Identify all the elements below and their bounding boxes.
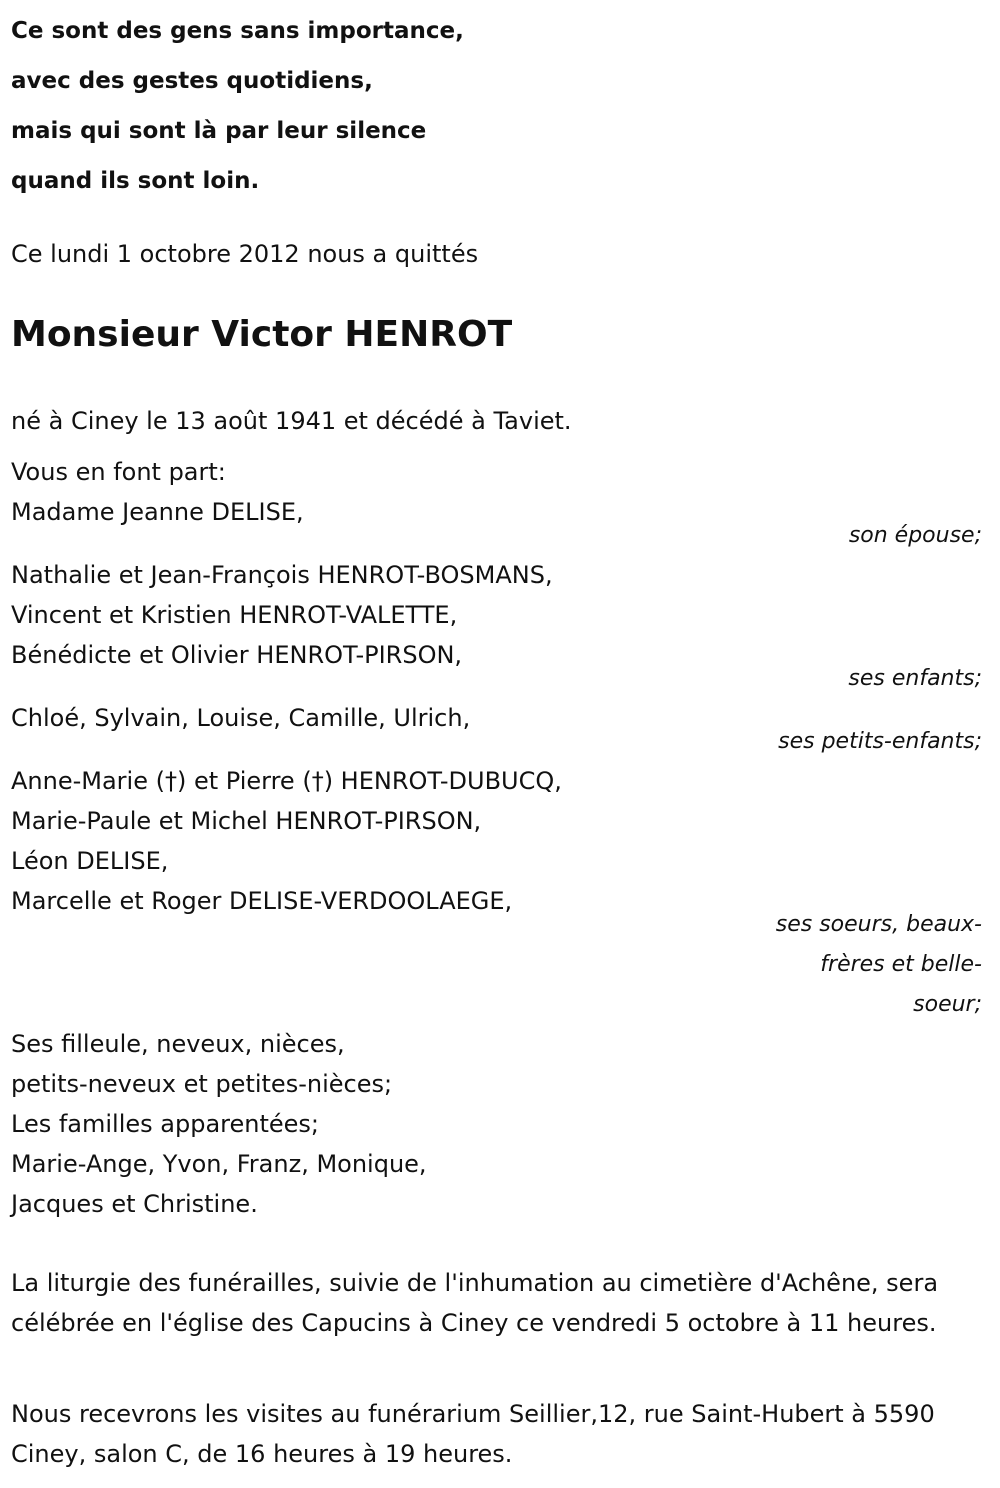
family-line: Jacques et Christine.: [11, 1190, 258, 1218]
siblings-list: [11, 761, 562, 921]
birth-death-line: né à Ciney le 13 août 1941 et décédé à Taviet.: [11, 407, 572, 435]
funeral-info: La liturgie des funérailles, suivie de l'inhumation au cimetière d'Achêne, sera célébrée en l'église des Capucins à Ciney ce vendredi 5 octobre à 11 heures.: [11, 1269, 939, 1337]
children-relation: ses enfants;: [848, 666, 982, 691]
death-announcement: Ce lundi 1 octobre 2012 nous a quittés: [11, 240, 479, 268]
siblings-relation: [776, 905, 982, 1025]
family-line: Marie-Ange, Yvon, Franz, Monique,: [11, 1150, 427, 1178]
family-line: Léon DELISE,: [11, 847, 169, 875]
poem-line: mais qui sont là par leur silence: [11, 118, 427, 144]
family-line: Vincent et Kristien HENROT-VALETTE,: [11, 601, 458, 629]
relation-line: ses soeurs, beaux-: [775, 912, 982, 937]
grandchildren-names: Chloé, Sylvain, Louise, Camille, Ulrich,: [11, 704, 471, 732]
family-line: petits-neveux et petites-nièces;: [11, 1070, 393, 1098]
family-line: Marie-Paule et Michel HENROT-PIRSON,: [11, 807, 482, 835]
poem-line: avec des gestes quotidiens,: [11, 68, 373, 94]
family-line: Nathalie et Jean-François HENROT-BOSMANS,: [11, 561, 553, 589]
relation-line: frères et belle-: [820, 952, 982, 977]
deceased-name: Monsieur Victor HENROT: [11, 314, 513, 355]
grandchildren-relation: ses petits-enfants;: [778, 729, 982, 754]
poem-line: Ce sont des gens sans importance,: [11, 18, 464, 44]
family-line: Ses filleule, neveux, nièces,: [11, 1030, 345, 1058]
spouse-name: Madame Jeanne DELISE,: [11, 498, 304, 526]
spouse-relation: son épouse;: [848, 523, 982, 548]
other-relatives: [11, 1024, 427, 1224]
notice-intro: Vous en font part:: [11, 458, 226, 486]
visit-info: Nous recevrons les visites au funérarium Seillier,12, rue Saint-Hubert à 5590 Ciney, salon C, de 16 heures à 19 heures.: [11, 1400, 935, 1468]
poem-line: quand ils sont loin.: [11, 168, 260, 194]
family-line: Marcelle et Roger DELISE-VERDOOLAEGE,: [11, 887, 513, 915]
children-list: [11, 555, 553, 675]
family-line: Les familles apparentées;: [11, 1110, 320, 1138]
relation-line: soeur;: [913, 992, 982, 1017]
family-line: Anne-Marie (†) et Pierre (†) HENROT-DUBUCQ,: [11, 767, 562, 795]
poem: [11, 6, 711, 206]
family-line: Bénédicte et Olivier HENROT-PIRSON,: [11, 641, 463, 669]
